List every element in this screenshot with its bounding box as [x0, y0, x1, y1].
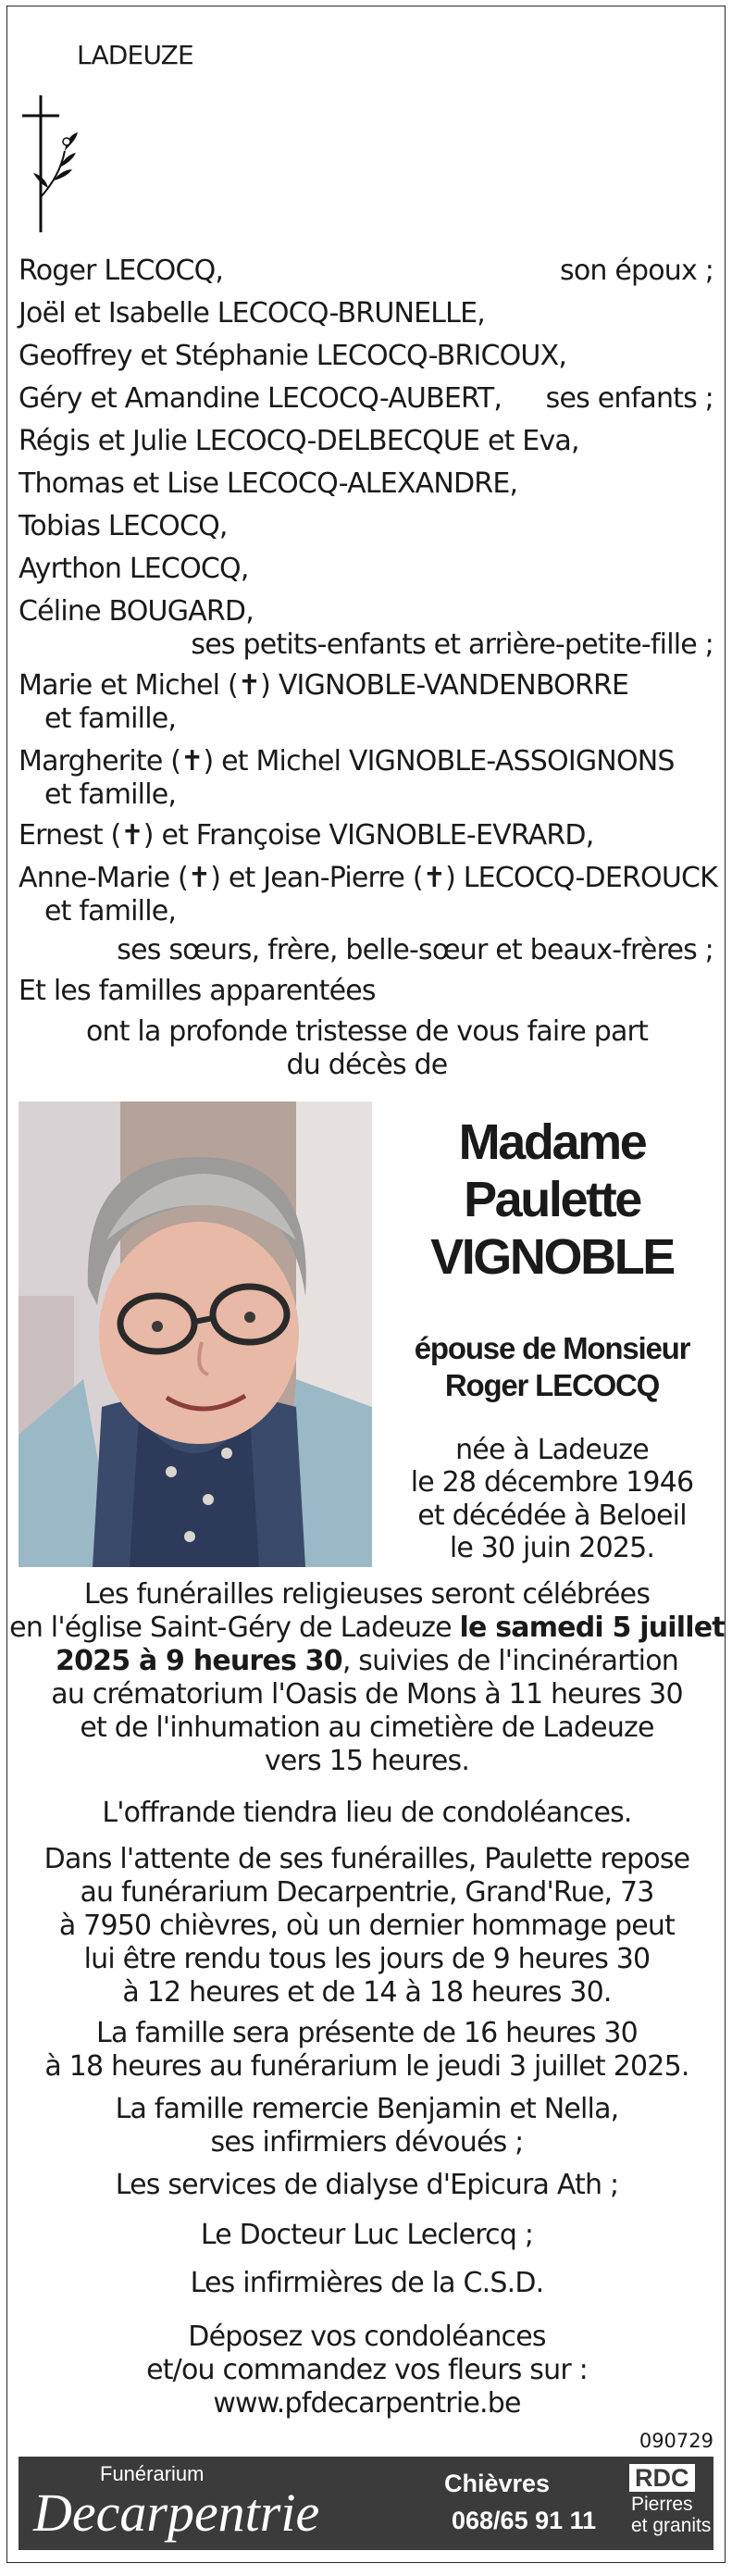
viewing-details	[7, 1843, 726, 2010]
birth-death-info	[378, 1434, 726, 1565]
reference-number: 090729	[639, 2430, 713, 2452]
family-line: Régis et Julie LECOCQ-DELBECQUE et Eva,	[19, 425, 579, 457]
footer-label: Funérarium	[100, 2462, 205, 2485]
body-line: 2025 à 9 heures 30, suivies de l'incinérartion	[56, 1645, 678, 1677]
deceased-last-name: VIGNOBLE	[430, 1229, 674, 1285]
deceased-title: Madame	[458, 1114, 646, 1170]
footer-city: Chièvres	[444, 2470, 551, 2497]
family-line: Céline BOUGARD,	[19, 595, 254, 628]
relation-label: ses enfants ;	[545, 382, 713, 415]
family-line: et famille,	[44, 895, 177, 927]
family-line: Ernest (✝) et Françoise VIGNOBLE-EVRARD,	[19, 819, 594, 852]
family-line: Margherite (✝) et Michel VIGNOBLE-ASSOIGNONS	[19, 745, 675, 778]
cross-with-flower-icon	[20, 95, 85, 234]
condolences	[7, 2321, 726, 2420]
family-line: Ayrthon LECOCQ,	[19, 553, 249, 585]
body-line: La famille sera présente de 16 heures 30	[96, 2017, 638, 2049]
body-line: Le Docteur Luc Leclercq ;	[200, 2219, 534, 2251]
family-line: Géry et Amandine LECOCQ-AUBERT,	[19, 382, 502, 415]
family-line: Anne-Marie (✝) et Jean-Pierre (✝) LECOCQ-DEROUCK	[19, 862, 718, 894]
info-line: le 30 juin 2025.	[449, 1532, 655, 1565]
family-line: Tobias LECOCQ,	[19, 510, 228, 542]
deceased-name-block	[378, 1114, 726, 1285]
family-line: Marie et Michel (✝) VIGNOBLE-VANDENBORRE	[19, 669, 629, 702]
family-presence	[7, 2017, 726, 2084]
relation-label: ses sœurs, frère, belle-sœur et beaux-frères ;	[117, 934, 713, 966]
body-line: au crématorium l'Oasis de Mons à 11 heures 30	[51, 1678, 683, 1711]
body-line: et de l'inhumation au cimetière de Ladeuze	[80, 1711, 654, 1744]
rdc-logo: RDC	[629, 2464, 695, 2492]
body-line: vers 15 heures.	[264, 1745, 470, 1777]
body-line: Les infirmières de la C.S.D.	[190, 2267, 544, 2299]
spouse-block	[378, 1330, 726, 1403]
thanks	[7, 2169, 726, 2202]
family-line: Et les familles apparentées	[19, 975, 376, 1007]
relation-label: ses petits-enfants et arrière-petite-fille ;	[191, 628, 713, 661]
thanks	[7, 2219, 726, 2252]
announcement-line: du décès de	[286, 1049, 448, 1081]
obituary-notice	[6, 6, 726, 2563]
footer-pierres: Pierres et granits	[631, 2494, 712, 2537]
body-line: à 12 heures et de 14 à 18 heures 30.	[122, 1976, 612, 2009]
info-line: et décédée à Beloeil	[417, 1499, 687, 1532]
website-link[interactable]: www.pfdecarpentrie.be	[213, 2387, 521, 2420]
body-line: et/ou commandez vos fleurs sur :	[146, 2354, 588, 2386]
body-line: à 7950 chièvres, où un dernier hommage peut	[58, 1910, 676, 1942]
spouse-line: Roger LECOCQ	[444, 1367, 660, 1402]
family-line: Geoffrey et Stéphanie LECOCQ-BRICOUX,	[19, 340, 567, 372]
body-line: à 18 heures au funérarium le jeudi 3 juillet 2025.	[44, 2050, 689, 2083]
relation-label: son époux ;	[560, 255, 713, 287]
family-line: et famille,	[44, 703, 177, 735]
deceased-first-name: Paulette	[464, 1172, 640, 1227]
thanks	[7, 2267, 726, 2300]
town-header: LADEUZE	[77, 40, 193, 70]
portrait-photo	[19, 1101, 372, 1567]
spouse-line: épouse de Monsieur	[414, 1331, 690, 1365]
body-line: Les services de dialyse d'Epicura Ath ;	[115, 2169, 619, 2201]
body-line: La famille remercie Benjamin et Nella,	[115, 2093, 619, 2125]
funeral-details	[7, 1578, 726, 1778]
family-line: Joël et Isabelle LECOCQ-BRUNELLE,	[19, 297, 485, 330]
info-line: le 28 décembre 1946	[410, 1466, 694, 1500]
offering-note	[7, 1797, 726, 1830]
thanks	[7, 2093, 726, 2159]
body-line: en l'église Saint-Géry de Ladeuze le samedi 5 juillet	[9, 1612, 725, 1644]
footer-phone: 068/65 91 11	[452, 2507, 597, 2534]
family-line: Thomas et Lise LECOCQ-ALEXANDRE,	[19, 467, 518, 500]
funeral-home-banner	[19, 2457, 713, 2550]
family-line: Roger LECOCQ,	[19, 255, 224, 287]
body-line: lui être rendu tous les jours de 9 heures 30	[83, 1943, 651, 1975]
footer-brand: Decarpentrie	[33, 2483, 320, 2543]
body-line: ses infirmiers dévoués ;	[210, 2126, 524, 2159]
body-line: Les funérailles religieuses seront célébrées	[83, 1578, 651, 1611]
family-line: et famille,	[44, 778, 177, 811]
info-line: née à Ladeuze	[455, 1434, 649, 1466]
announcement-line: ont la profonde tristesse de vous faire part	[85, 1015, 649, 1048]
body-line: Déposez vos condoléances	[188, 2321, 546, 2353]
body-line: au funérarium Decarpentrie, Grand'Rue, 73	[80, 1876, 654, 1909]
body-line: Dans l'attente de ses funérailles, Paulette repose	[43, 1843, 690, 1875]
body-line: L'offrande tiendra lieu de condoléances.	[102, 1797, 632, 1829]
